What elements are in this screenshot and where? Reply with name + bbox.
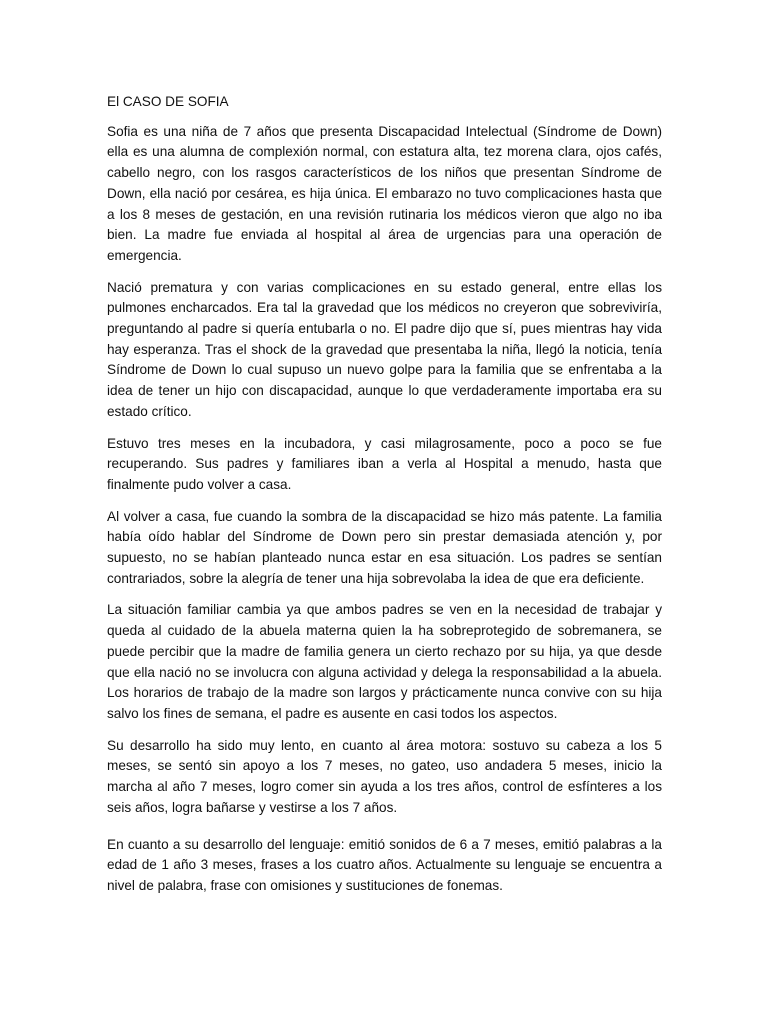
paragraph-5: La situación familiar cambia ya que ambos padres se ven en la necesidad de trabajar y queda al cuidado de la abuela materna quien la ha sobreprotegido de sobremanera, se puede percibir que la madre de familia genera un cierto rechazo por su hija, ya que desde que ella nació no se involucra con alguna actividad y delega la responsabilidad a la abuela. Los horarios de trabajo de la madre son largos y prácticamente nunca convive con su hija salvo los fines de semana, el padre es ausente en casi todos los aspectos. (107, 602, 662, 721)
paragraph-7: En cuanto a su desarrollo del lenguaje: emitió sonidos de 6 a 7 meses, emitió palabras a la edad de 1 año 3 meses, frases a los cuatro años. Actualmente su lenguaje se encuentra a nivel de palabra, frase con omisiones y sustituciones de fonemas. (107, 836, 662, 893)
paragraph-6: Su desarrollo ha sido muy lento, en cuanto al área motora: sostuvo su cabeza a los 5 meses, se sentó sin apoyo a los 7 meses, no gateo, uso andadera 5 meses, inicio la marcha al año 7 meses, logro comer sin ayuda a los tres años, control de esfínteres a los seis años, logra bañarse y vestirse a los 7 años. (107, 737, 662, 815)
paragraph-4: Al volver a casa, fue cuando la sombra de la discapacidad se hizo más patente. La familia había oído hablar del Síndrome de Down pero sin prestar demasiada atención y, por supuesto, no se habían planteado nunca estar en esa situación. Los padres se sentían contrariados, sobre la alegría de tener una hija sobrevolaba la idea de que era deficiente. (107, 508, 662, 586)
document-title: El CASO DE SOFIA (107, 94, 229, 109)
document-page (107, 92, 662, 908)
paragraph-1: Sofia es una niña de 7 años que presenta Discapacidad Intelectual (Síndrome de Down) ella es una alumna de complexión normal, con estatura alta, tez morena clara, ojos cafés, cabello negro, con los rasgos característicos de los niños que presentan Síndrome de Down, ella nació por cesárea, es hija única. El embarazo no tuvo complicaciones hasta que a los 8 meses de gestación, en una revisión rutinaria los médicos vieron que algo no iba bien. La madre fue enviada al hospital al área de urgencias para una operación de emergencia. (107, 123, 662, 263)
paragraph-3: Estuvo tres meses en la incubadora, y casi milagrosamente, poco a poco se fue recuperando. Sus padres y familiares iban a verla al Hospital a menudo, hasta que finalmente pudo volver a casa. (107, 435, 662, 492)
paragraph-2: Nació prematura y con varias complicaciones en su estado general, entre ellas los pulmones encharcados. Era tal la gravedad que los médicos no creyeron que sobreviviría, preguntando al padre si quería entubarla o no. El padre dijo que sí, pues mientras hay vida hay esperanza. Tras el shock de la gravedad que presentaba la niña, llegó la noticia, tenía Síndrome de Down lo cual supuso un nuevo golpe para la familia que se enfrentaba a la idea de tener un hijo con discapacidad, aunque lo que verdaderamente importaba era su estado crítico. (107, 279, 662, 419)
